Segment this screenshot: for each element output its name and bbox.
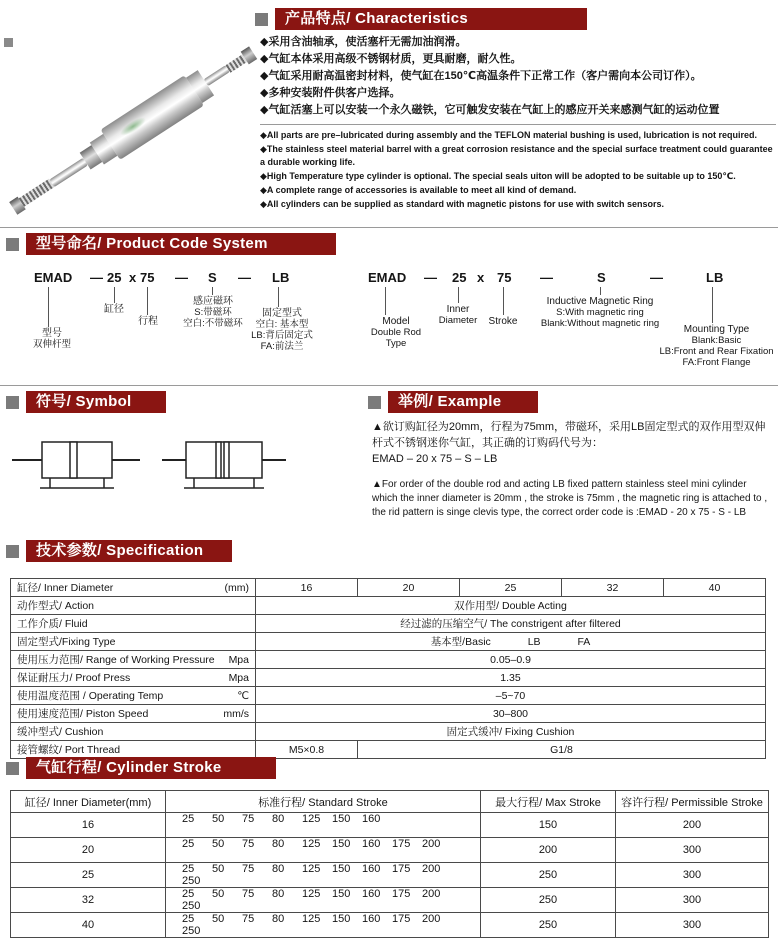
code-part: EMAD (34, 270, 73, 285)
section-header-symbol (6, 391, 166, 413)
bullets-divider (260, 124, 776, 125)
code-part: 75 (140, 270, 155, 285)
section-marker-icon (6, 762, 19, 775)
label-stroke-cn: 行程 (138, 316, 158, 327)
stroke-row-40: 40 25 50 75 80 125 150 160 175 200250 250 300 (11, 913, 769, 938)
connector-line (278, 287, 279, 307)
characteristics-bullets-cn (260, 34, 776, 119)
stroke-header-max: 最大行程/ Max Stroke (481, 791, 616, 813)
label-model-en: Model Double Rod Type (370, 316, 422, 349)
stroke-header-row (11, 791, 769, 813)
section-title-example: 举例/ Example (388, 391, 538, 413)
section-header-example (368, 391, 538, 413)
characteristics-bullets-en (260, 129, 776, 211)
section-title-cylinder-stroke: 气缸行程/ Cylinder Stroke (26, 757, 276, 779)
spec-row-piston-speed: 使用速度范围/ Piston Speed mm/s 30–800 (11, 705, 766, 723)
example-text-cn: ▲欲订购缸径为20mm，行程为75mm，带磁环，采用LB固定型式的双作用型双伸杆式不锈钢迷你气缸，其正确的订购码代号为： (372, 421, 766, 449)
symbol-diagrams (10, 428, 288, 510)
code-part: S (597, 270, 606, 285)
connector-line (600, 287, 601, 295)
spec-bore-25: 25 (460, 579, 562, 597)
section-title-specification: 技术参数/ Specification (26, 540, 232, 562)
code-part: — (424, 270, 437, 285)
standard-stroke-values: 25 50 75 80 125 150 160 175 200 (166, 838, 481, 863)
bullet-en: ◆All parts are pre–lubricated during assembly and the TEFLON material bushing is used, lubrication is not required. (260, 130, 758, 140)
product-code-diagram-cn (30, 270, 360, 388)
stroke-header-permissible: 容许行程/ Permissible Stroke (616, 791, 769, 813)
section-marker-icon (6, 396, 19, 409)
bullet-cn: ◆气缸采用耐高温密封材料，使气缸在150℃高温条件下正常工作（客户需向本公司订作）。 (260, 70, 702, 82)
connector-line (385, 287, 386, 315)
section-marker-icon (6, 545, 19, 558)
stroke-row-25: 25 25 50 75 80 125 150 160 175 200250 250 300 (11, 863, 769, 888)
code-part: S (208, 270, 217, 285)
section-divider (0, 385, 778, 386)
label-bore-cn: 缸径 (104, 304, 124, 315)
product-photo (5, 30, 255, 222)
standard-stroke-values: 25 50 75 80 125 150 160 175 200250 (166, 888, 481, 913)
spec-bore-20: 20 (358, 579, 460, 597)
code-part: x (129, 270, 137, 285)
connector-line (147, 287, 148, 315)
bullet-en: ◆All cylinders can be supplied as standard with magnetic pistons for use with switch sensors. (260, 199, 665, 209)
cylinder-body (100, 75, 203, 160)
section-header-characteristics (255, 8, 587, 30)
bullet-en: ◆High Temperature type cylinder is optional. The special seals uiton will be adopted to be suitable up to 150℃. (260, 171, 736, 181)
section-title-symbol: 符号/ Symbol (26, 391, 166, 413)
label-magnet-cn: 感应磁环 S:带磁环 空白:不带磁环 (183, 296, 243, 329)
section-title-product-code: 型号命名/ Product Code System (26, 233, 336, 255)
port-thread-large: G1/8 (358, 741, 766, 759)
code-part: — (90, 270, 103, 285)
label-bore-en: Inner Diameter (438, 304, 478, 326)
section-title-characteristics: 产品特点/ Characteristics (275, 8, 587, 30)
bullet-en: ◆A complete range of accessories is available to meet all kind of demand. (260, 185, 577, 195)
label-mount-en: Mounting Type Blank:Basic LB:Front and Rear Fixation FA:Front Flange (659, 324, 774, 368)
label-model-cn: 型号 双伸杆型 (32, 328, 71, 350)
port-thread-small: M5×0.8 (256, 741, 358, 759)
connector-line (212, 287, 213, 295)
spec-row-operating-temp: 使用温度范围 / Operating Temp ℃ –5~70 (11, 687, 766, 705)
spec-row-cushion: 缓冲型式/ Cushion 固定式缓冲/ Fixing Cushion (11, 723, 766, 741)
section-marker-icon (6, 238, 19, 251)
code-part: LB (706, 270, 724, 285)
cylinder-illustration (3, 37, 262, 223)
spec-row-action: 动作型式/ Action 双作用型/ Double Acting (11, 597, 766, 615)
standard-stroke-values: 25 50 75 80 125 150 160 175 200250 (166, 913, 481, 938)
bullet-cn: ◆气缸本体采用高级不锈钢材质，更具耐磨，耐久性。 (260, 53, 522, 65)
example-text-en: ▲For order of the double rod and acting LB fixed pattern stainless steel mini cylinder which the inner diameter is 20mm , the stroke is 75mm , the magnetic ring is attached to , the rid pattern is singe clevis type, the correct order code is :EMAD - 20 x 75 - S - LB (372, 479, 768, 518)
code-part: EMAD (368, 270, 407, 285)
code-part: 75 (497, 270, 512, 285)
example-body (372, 420, 772, 520)
stroke-header-standard: 标准行程/ Standard Stroke (166, 791, 481, 813)
connector-line (48, 287, 49, 327)
stroke-row-20: 20 25 50 75 80 125 150 160 175 200 200 300 (11, 838, 769, 863)
cylinder-rod (204, 65, 230, 86)
label-mount-cn: 固定型式 空白: 基本型 LB:背后固定式 FA:前法兰 (251, 308, 313, 352)
spec-bore-40: 40 (664, 579, 766, 597)
code-part: 25 (107, 270, 122, 285)
example-order-code: EMAD – 20 x 75 – S – LB (372, 453, 498, 465)
spec-bore-32: 32 (562, 579, 664, 597)
spec-header-row (11, 579, 766, 597)
connector-line (503, 287, 504, 315)
label-magnet-en: Inductive Magnetic Ring S:With magnetic ring Blank:Without magnetic ring (540, 296, 660, 329)
section-divider (0, 227, 778, 228)
standard-stroke-values: 25 50 75 80 125 150 160 (166, 813, 481, 838)
bullet-en: ◆The stainless steel material barrel with a great corrosion resistance and the special surface treatment could guarantee a durable working life. (260, 144, 773, 167)
code-part: 25 (452, 270, 467, 285)
spec-row-proof-press: 保证耐压力/ Proof Press Mpa 1.35 (11, 669, 766, 687)
stroke-row-32: 32 25 50 75 80 125 150 160 175 200250 250 300 (11, 888, 769, 913)
spec-header-label: 缸径/ Inner Diameter (mm) (11, 579, 256, 597)
cylinder-symbol-basic-icon (10, 428, 142, 510)
code-part: — (238, 270, 251, 285)
bullet-cn: ◆多种安装附件供客户选择。 (260, 87, 401, 99)
code-part: — (540, 270, 553, 285)
code-part: — (175, 270, 188, 285)
spec-row-working-pressure: 使用压力范围/ Range of Working Pressure Mpa 0.05–0.9 (11, 651, 766, 669)
code-part: — (650, 270, 663, 285)
connector-line (712, 287, 713, 323)
section-marker-icon (255, 13, 268, 26)
connector-line (458, 287, 459, 303)
spec-bore-16: 16 (256, 579, 358, 597)
stroke-header-bore: 缸径/ Inner Diameter(mm) (11, 791, 166, 813)
code-part: x (477, 270, 485, 285)
spec-row-fluid: 工作介质/ Fluid 经过滤的压缩空气/ The constrigent after filtered (11, 615, 766, 633)
section-header-product-code (6, 233, 336, 255)
spec-row-port-thread: 接管螺纹/ Port Thread M5×0.8 G1/8 (11, 741, 766, 759)
product-code-diagram-en (360, 270, 775, 388)
specification-table (10, 578, 766, 759)
cylinder-rod (49, 157, 87, 186)
label-stroke-en: Stroke (488, 316, 518, 327)
spec-row-fixing-type: 固定型式/Fixing Type 基本型/Basic LB FA (11, 633, 766, 651)
section-header-specification (6, 540, 232, 562)
connector-line (114, 287, 115, 303)
stroke-row-16: 16 25 50 75 80 125 150 160 150 200 (11, 813, 769, 838)
code-part: LB (272, 270, 290, 285)
cylinder-stroke-table (10, 790, 769, 938)
section-header-cylinder-stroke (6, 757, 276, 779)
cylinder-symbol-magnetic-icon (160, 428, 288, 510)
bullet-cn: ◆气缸活塞上可以安装一个永久磁铁，它可触发安装在气缸上的感应开关来感测气缸的运动位置 (260, 104, 720, 116)
section-marker-icon (368, 396, 381, 409)
cylinder-thread (19, 179, 55, 207)
characteristics-bullets (260, 34, 776, 212)
standard-stroke-values: 25 50 75 80 125 150 160 175 200250 (166, 863, 481, 888)
bullet-cn: ◆采用含油轴承，使活塞杆无需加油润滑。 (260, 36, 467, 48)
